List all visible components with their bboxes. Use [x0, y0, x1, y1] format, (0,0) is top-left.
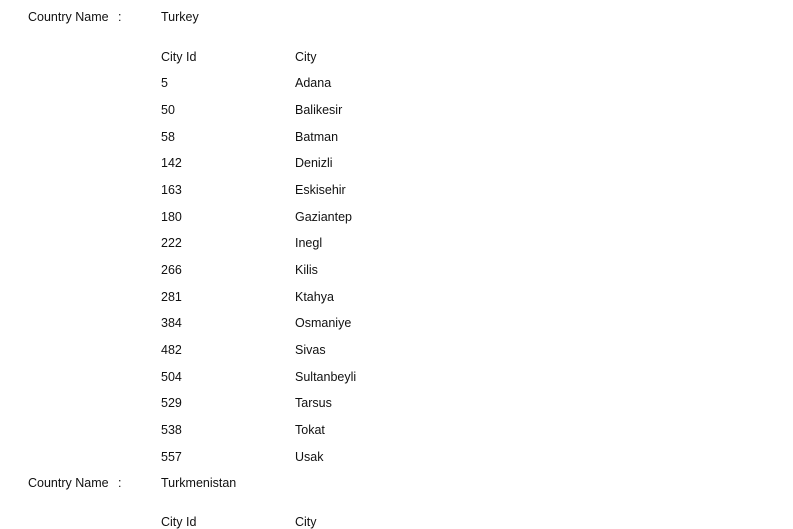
city-id-cell: 180 — [161, 210, 182, 224]
city-cell: Tarsus — [295, 396, 332, 410]
city-cell: Inegl — [295, 236, 323, 250]
country-label-text: Country Name — [28, 476, 109, 490]
city-id-cell: 50 — [161, 103, 175, 117]
country-name-value: Turkey — [161, 10, 199, 24]
city-cell: Sivas — [295, 343, 326, 357]
country-label-text: Country Name — [28, 10, 109, 24]
city-id-cell: 482 — [161, 343, 182, 357]
country-label — [28, 10, 109, 24]
city-id-cell: 266 — [161, 263, 182, 277]
city-cell: Balikesir — [295, 103, 343, 117]
city-cell: Gaziantep — [295, 210, 352, 224]
city-cell: Ktahya — [295, 290, 334, 304]
city-cell: Tokat — [295, 423, 325, 437]
column-header-city: City — [295, 515, 317, 529]
city-cell: Eskisehir — [295, 183, 346, 197]
city-cell: Usak — [295, 450, 324, 464]
column-header-city-id: City Id — [161, 50, 197, 64]
city-id-cell: 557 — [161, 450, 182, 464]
country-label — [28, 476, 109, 490]
city-id-cell: 5 — [161, 76, 168, 90]
city-cell: Denizli — [295, 156, 333, 170]
country-colon: : — [118, 10, 122, 24]
city-id-cell: 384 — [161, 316, 182, 330]
city-id-cell: 222 — [161, 236, 182, 250]
city-id-cell: 529 — [161, 396, 182, 410]
city-cell: Sultanbeyli — [295, 370, 357, 384]
column-header-city: City — [295, 50, 317, 64]
city-id-cell: 163 — [161, 183, 182, 197]
country-colon: : — [118, 476, 122, 490]
city-cell: Kilis — [295, 263, 318, 277]
city-id-cell: 538 — [161, 423, 182, 437]
city-cell: Adana — [295, 76, 332, 90]
city-id-cell: 58 — [161, 130, 175, 144]
city-cell: Batman — [295, 130, 339, 144]
column-header-city-id: City Id — [161, 515, 197, 529]
city-id-cell: 504 — [161, 370, 182, 384]
city-id-cell: 281 — [161, 290, 182, 304]
city-id-cell: 142 — [161, 156, 182, 170]
city-cell: Osmaniye — [295, 316, 352, 330]
country-name-value: Turkmenistan — [161, 476, 237, 490]
